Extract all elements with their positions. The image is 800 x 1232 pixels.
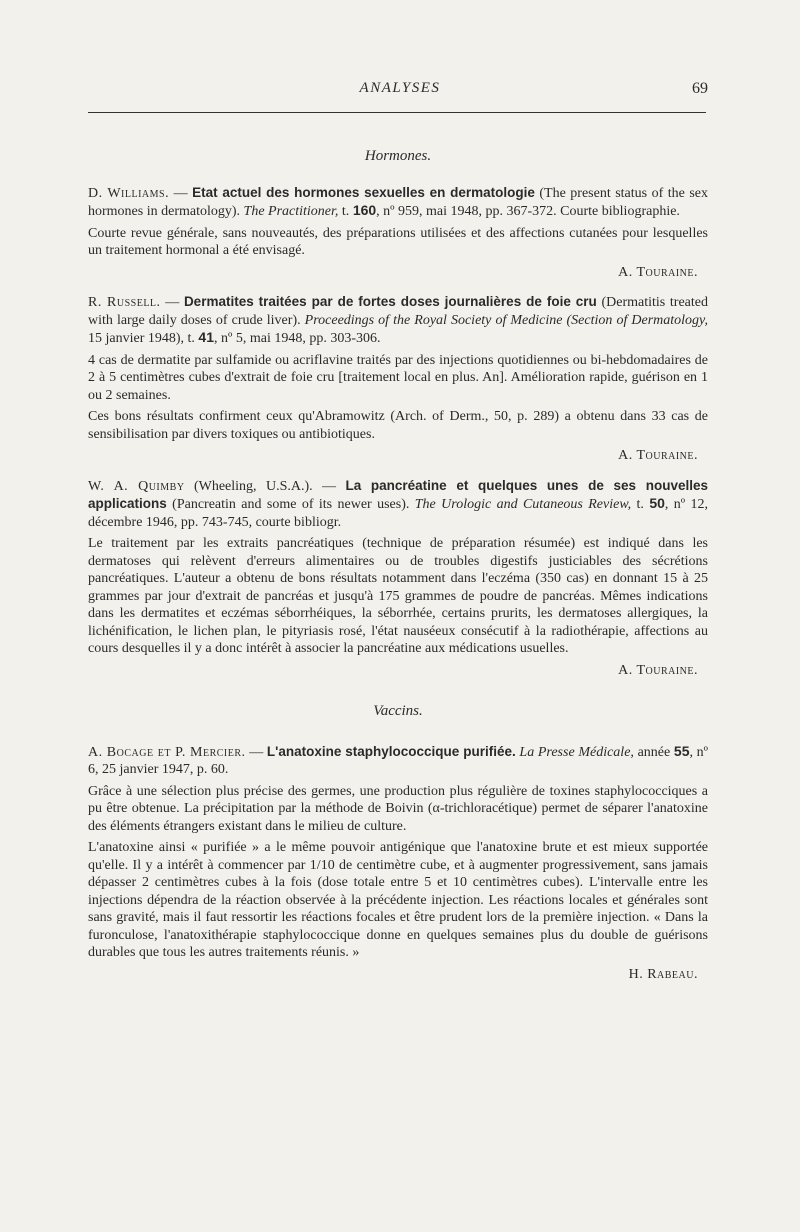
summary-paragraph: 4 cas de dermatite par sulfamide ou acriflavine traités par des injections quotidiennes ou bi-hebdomadaires de 2 à 5 centimètres cubes d'extrait de foie cru [traitement local en plus. An]. Amélioration rapide, guérison en 1 ou 2 semaines. xyxy=(88,352,708,403)
summary-paragraph: Le traitement par les extraits pancréatiques (technique de préparation résumée) est indiqué dans les dermatoses qui relèvent d'erreurs alimentaires ou de troubles digestifs justiciables des sécrétions pancréatiques. L'auteur a obtenu de bons résultats notamment dans l'eczéma (350 cas) en donnant 15 à 25 grammes par jour d'extrait de pancréas et jusqu'à 175 grammes de poudre de pancréas. Mêmes indications dans les dermatites et eczémas séborrhéiques, la séborrhée, certains prurits, les dermatoses allergiques, la lichénification, le lichen plan, le pityriasis rosé, l'état nauséeux consécutif à la radiothérapie, affections au cours desquelles il y a donc intérêt à associer la pancréatine aux médications usuelles. xyxy=(88,536,708,656)
author: A. Bocage et P. Mercier. xyxy=(88,744,246,760)
journal-name: La Presse Médicale, xyxy=(519,744,634,760)
abstract-entry xyxy=(88,477,708,680)
abstract-entry xyxy=(88,293,708,465)
volume: 160 xyxy=(352,202,377,218)
running-title: ANALYSES xyxy=(359,80,441,96)
journal-name: Proceedings of the Royal Society of Medicine (Section of Dermatology, xyxy=(304,312,708,328)
section-title: Vaccins. xyxy=(373,703,423,719)
reviewer-signature: A. Touraine. xyxy=(618,264,698,280)
volume: 50 xyxy=(649,495,665,511)
abstract-entry xyxy=(88,184,708,282)
abstract-entry xyxy=(88,743,708,984)
article-title: L'anatoxine staphylococcique purifiée. xyxy=(266,743,516,759)
journal-name: The Practitioner, xyxy=(243,204,339,219)
summary-paragraph: Grâce à une sélection plus précise des germes, une production plus régulière de toxines staphylococciques a pu être obtenue. La précipitation par la méthode de Boivin (α-trichloracétique) permet de séparer l'anatoxine des éléments étrangers existant dans le milieu de culture. xyxy=(88,783,708,834)
author: R. Russell. xyxy=(88,295,161,310)
article-title: La pancréatine et quelques unes de ses nouvelles applications xyxy=(88,477,708,511)
page-number: 69 xyxy=(692,80,708,97)
article-title: Etat actuel des hormones sexuelles en dermatologie xyxy=(192,184,535,200)
citation: D. Williams. — Etat actuel des hormones sexuelles en dermatologie (The present status of the sex hormones in dermatology). The Practitioner, t. 160, nº 959, mai 1948, pp. 367-372. Courte bibliographie. xyxy=(88,184,709,219)
volume: 55 xyxy=(673,742,690,759)
article-body xyxy=(88,148,708,995)
citation: W. A. Quimby (Wheeling, U.S.A.). — La pancréatine et quelques unes de ses nouvelles applications (Pancreatin and some of its newer uses). The Urologic and Cutaneous Review, t. 50, nº 12, décembre 1946, pp. 743-745, courte bibliogr. xyxy=(88,477,709,530)
citation: R. Russell. — Dermatites traitées par de fortes doses journalières de foie cru (Dermatitis treated with large daily doses of crude liver). Proceedings of the Royal Society of Medicine (Section of Dermatology, 15 janvier 1948), t. 41, nº 5, mai 1948, pp. 303-306. xyxy=(88,294,709,346)
citation: A. Bocage et P. Mercier. — L'anatoxine staphylococcique purifiée. La Presse Médicale, année 55, nº 6, 25 janvier 1947, p. 60. xyxy=(88,742,708,777)
volume: 41 xyxy=(198,329,214,345)
journal-name: The Urologic and Cutaneous Review, xyxy=(414,497,632,512)
reviewer-signature: H. Rabeau. xyxy=(628,966,698,982)
reviewer-signature: A. Touraine. xyxy=(618,448,698,463)
page-header xyxy=(0,80,800,120)
author: W. A. Quimby xyxy=(88,478,185,494)
author: D. Williams. xyxy=(88,185,170,201)
summary-paragraph: Ces bons résultats confirment ceux qu'Abramowitz (Arch. of Derm., 50, p. 289) a obtenu dans 33 cas de sensibilisation par divers toxiques ou antibiotiques. xyxy=(88,409,708,442)
section-title: Hormones. xyxy=(364,148,432,164)
article-title: Dermatites traitées par de fortes doses journalières de foie cru xyxy=(183,294,597,309)
summary-paragraph: Courte revue générale, sans nouveautés, des préparations utilisées et des affections cutanées pour lesquelles un traitement hormonal a été envisagé. xyxy=(88,225,708,258)
reviewer-signature: A. Touraine. xyxy=(618,662,698,678)
header-rule xyxy=(88,112,706,113)
summary-paragraph: L'anatoxine ainsi « purifiée » a le même pouvoir antigénique que l'anatoxine brute et est mieux supportée qu'elle. Il y a intérêt à commencer par 1/10 de centimètre cube, et à augmenter progressivement, sans jamais dépasser 2 centimètres cubes à la fois (dose totale entre 5 et 10 centimètres cubes). L'intervalle entre les injections dépendra de la réaction observée à la précédente injection. Les réactions locales et générales sont sans gravité, mais il faut ressortir les réactions focales et être prudent lors de la première injection. « Dans la furonculose, l'anatoxithérapie staphylococcique donne en quelques semaines plus du double de guérisons durables que tous les autres traitements réunis. » xyxy=(88,840,708,960)
